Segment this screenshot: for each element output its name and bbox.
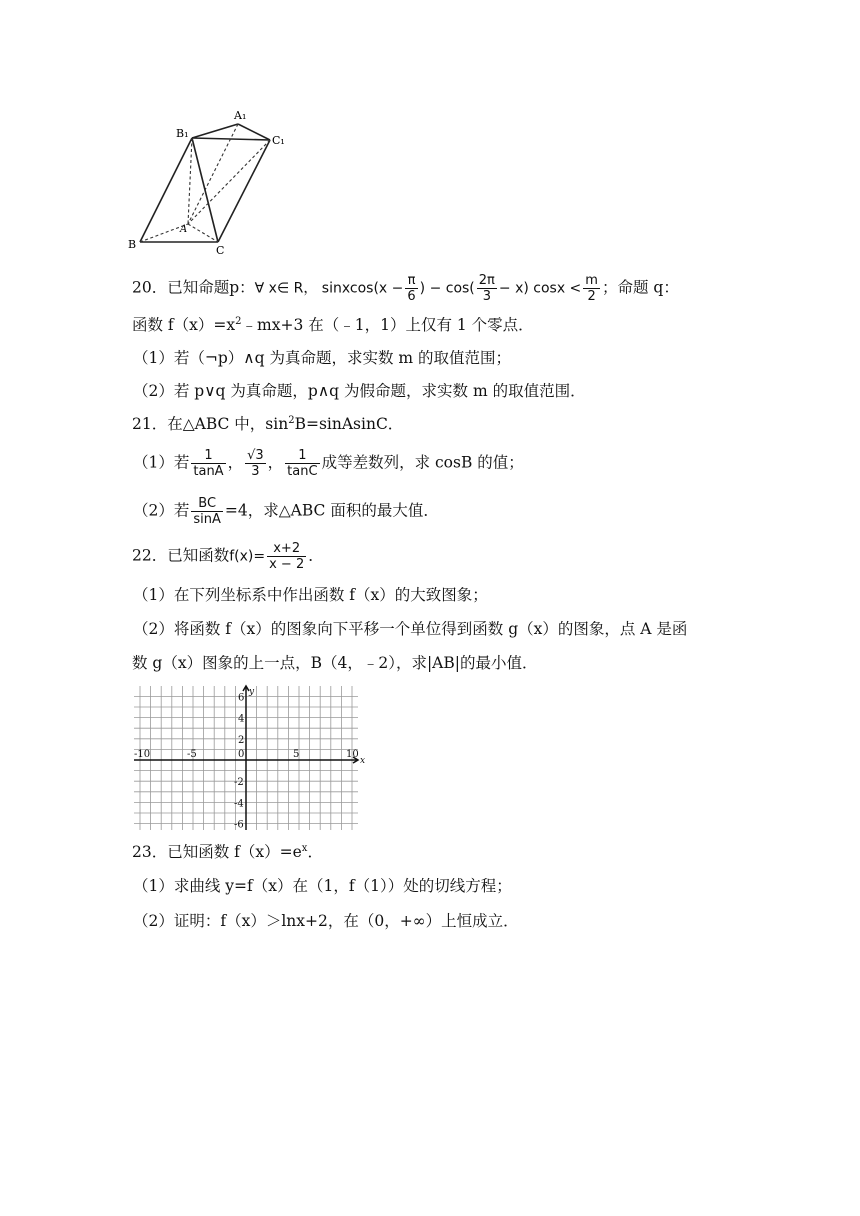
x-axis-label: x: [360, 756, 366, 766]
q20-frac1: [405, 273, 417, 304]
q21-frac-bc-sina: [191, 496, 223, 527]
q20-part2: （2）若 p∨q 为真命题，p∧q 为假命题，求实数 m 的取值范围．: [133, 382, 586, 400]
y-tick-label: -2: [234, 777, 244, 789]
q20-line2a: 函数 f（x）=x: [132, 316, 236, 334]
x-tick-label: 10: [346, 749, 359, 760]
q21-p1-prefix: （1）若: [133, 453, 190, 472]
q22-part2b: 数 g（x）图象的上一点，B（4，﹣2），求|AB|的最小值．: [132, 654, 538, 672]
q23-part2: （2）证明：f（x）＞lnx+2，在（0，+∞）上恒成立．: [133, 912, 519, 930]
q20-line2b: ﹣mx+3 在（﹣1，1）上仅有 1 个零点．: [241, 316, 534, 334]
q21-frac-sqrt3: [245, 448, 266, 479]
x-tick-label: 5: [293, 749, 300, 760]
q20-expr3: − x) cosx <: [498, 280, 582, 297]
y-tick-label: -6: [234, 819, 244, 831]
q20-expr1: ∀ x∈ R， sinxcos(x −: [254, 280, 404, 297]
q20-frac3-num: m: [585, 273, 598, 288]
q23-part1: （1）求曲线 y=f（x）在（1，f（1））处的切线方程；: [133, 877, 512, 895]
label-B1: B₁: [176, 127, 189, 140]
label-A: A: [180, 224, 188, 235]
label-B: B: [128, 238, 137, 251]
q22-period: ．: [308, 546, 324, 565]
q22-part2a: （2）将函数 f（x）的图象向下平移一个单位得到函数 g（x）的图象，点 A 是函: [133, 620, 688, 638]
label-A1: A₁: [234, 109, 247, 122]
q22-part1: （1）在下列坐标系中作出函数 f（x）的大致图象；: [133, 586, 488, 604]
y-tick-label: 2: [238, 734, 245, 746]
prism-figure: [128, 104, 288, 254]
q21-f4-den: sinA: [193, 512, 221, 527]
q21-f1-den: tanA: [193, 464, 224, 479]
q20-frac1-den: 6: [407, 289, 416, 304]
q21-p2-prefix: （2）若: [133, 501, 190, 520]
q20-line2-sup: 2: [235, 315, 242, 327]
q23-line1a: 23．已知函数 f（x）=e: [132, 843, 302, 861]
q21-f4-num: BC: [191, 496, 223, 512]
q21-line1b: B=sinAsinC．: [294, 415, 404, 433]
q23-line1: [132, 840, 323, 864]
q20-frac3-den: 2: [587, 289, 596, 304]
q21-comma1: ，: [227, 453, 244, 472]
q20-frac3: [583, 273, 600, 304]
q20-frac2: [477, 273, 497, 304]
label-C: C: [216, 244, 225, 254]
q21-part1: [133, 448, 524, 479]
q21-part2: [133, 496, 439, 527]
y-axis-label: y: [249, 687, 255, 697]
q20-prefix: 20．已知命题p：: [132, 278, 255, 297]
q21-f3-num: 1: [285, 448, 319, 464]
x-tick-label: -10: [134, 749, 151, 760]
q21-p2-suffix: =4，求△ABC 面积的最大值．: [224, 501, 439, 520]
q22-prefix: 22．已知函数: [132, 546, 230, 565]
q20-expr2: ) − cos(: [419, 280, 475, 297]
q20-part1: （1）若（¬p）∧q 为真命题，求实数 m 的取值范围；: [133, 349, 512, 367]
q21-f1-num: 1: [191, 448, 225, 464]
q20-line1: [132, 273, 679, 304]
q20-frac2-den: 3: [482, 289, 491, 304]
q21-frac-tanC: [285, 448, 319, 479]
coordinate-grid: [128, 684, 368, 832]
q21-line1: [132, 412, 403, 436]
x-tick-label: 0: [238, 749, 245, 760]
q20-frac1-num: π: [405, 273, 417, 289]
q20-line2: [132, 313, 534, 337]
q23-line1b: ．: [307, 843, 323, 861]
q22-fx: f(x)=: [229, 548, 266, 565]
q21-f2-num: √3: [247, 448, 264, 463]
q21-f2-den: 3: [251, 464, 260, 479]
q21-comma2: ，: [267, 453, 284, 472]
y-tick-label: 6: [238, 692, 245, 704]
q21-frac-tanA: [191, 448, 225, 479]
q22-f-num: x+2: [267, 541, 306, 557]
label-C1: C₁: [272, 134, 285, 147]
q21-p1-suffix: 成等差数列，求 cosB 的值；: [321, 453, 524, 472]
q21-f3-den: tanC: [287, 464, 318, 479]
q22-f-den: x − 2: [269, 557, 305, 572]
q21-line1a: 21．在△ABC 中，sin: [132, 415, 289, 433]
x-tick-label: -5: [187, 749, 197, 760]
y-tick-label: -4: [234, 798, 244, 810]
q20-suffix: ；命题 q：: [601, 278, 679, 297]
y-tick-label: 4: [238, 713, 245, 725]
q22-line1: [132, 541, 324, 572]
q20-frac2-num: 2π: [478, 273, 495, 288]
q23-line1-sup: x: [301, 842, 308, 854]
q22-frac: [267, 541, 306, 572]
q21-line1-sup: 2: [288, 414, 295, 426]
